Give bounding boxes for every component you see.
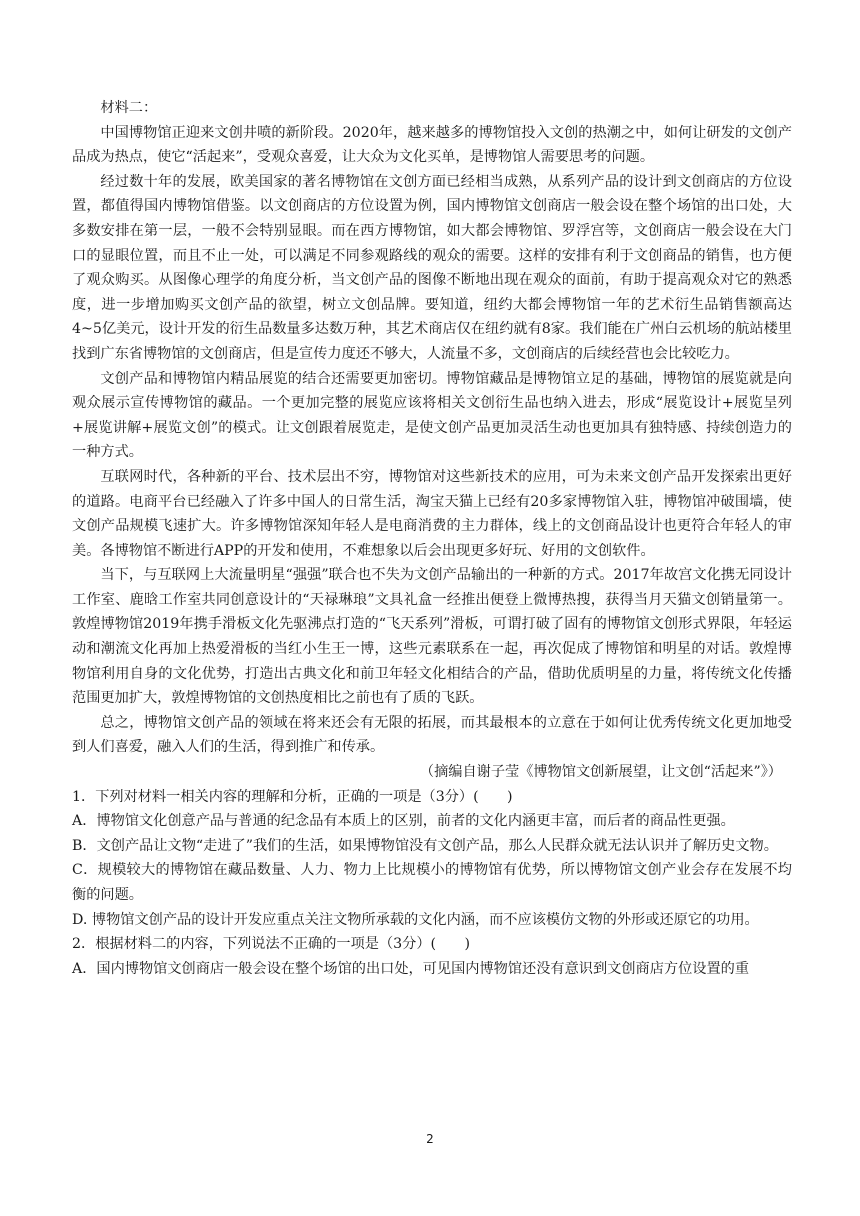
question-1-option-d: D. 博物馆文创产品的设计开发应重点关注文物所承载的文化内涵，而不应该模仿文物的外形或还原它的功用。 bbox=[72, 911, 759, 928]
paragraph-4: 互联网时代，各种新的平台、技术层出不穷，博物馆对这些新技术的应用，可为未来文创产品开发探索出更好的道路。电商平台已经融入了许多中国人的日常生活，淘宝天猫上已经有20多家博物馆入驻，博物馆冲破围墙，使文创产品规模飞速扩大。许多博物馆深知年轻人是电商消费的主力群体，线上的文创商品设计也更符合年轻人的审美。各博物馆不断进行APP的开发和使用，不难想象以后会出现更多好玩、好用的文创软件。 bbox=[72, 468, 792, 559]
paragraph-6: 总之，博物馆文创产品的领域在将来还会有无限的拓展，而其最根本的立意在于如何让优秀传统文化更加地受到人们喜爱，融入人们的生活，得到推广和传承。 bbox=[72, 714, 792, 756]
section-label: 材料二： bbox=[100, 100, 158, 116]
paragraph-1: 中国博物馆正迎来文创井喷的新阶段。2020年，越来越多的博物馆投入文创的热潮之中，如何让研发的文创产品成为热点，使它“活起来”，受观众喜爱，让大众为文化买单，是博物馆人需要思考的问题。 bbox=[72, 124, 792, 166]
paragraph-3: 文创产品和博物馆内精品展览的结合还需要更加密切。博物馆藏品是博物馆立足的基础，博物馆的展览就是向观众展示宣传博物馆的藏品。一个更加完整的展览应该将相关文创衍生品也纳入进去，形成“展览设计+展览呈列+展览讲解+展览文创”的模式。让文创跟着展览走，是使文创产品更加灵活生动也更加具有独特感、持续创造力的一种方式。 bbox=[72, 370, 792, 461]
question-2-stem: 2．根据材料二的内容，下列说法不正确的一项是（3分）( ) bbox=[72, 936, 471, 953]
source-citation: （摘编自谢子莹《博物馆文创新展望，让文创“活起来”》） bbox=[419, 764, 782, 781]
document-body bbox=[72, 96, 792, 981]
paragraph-5: 当下，与互联网上大流量明星“强强”联合也不失为文创产品输出的一种新的方式。2017年故宫文化携无同设计工作室、鹿晗工作室共同创意设计的“天禄琳琅”文具礼盒一经推出便登上微博热搜，获得当月天猫文创销量第一。敦煌博物馆2019年携手滑板文化先驱沸点打造的“飞天系列”滑板，可谓打破了固有的博物馆文创形式界限，年轻运动和潮流文化再加上热爱滑板的当红小生王一博，这些元素联系在一起，再次促成了博物馆和明星的对话。敦煌博物馆利用自身的文化优势，打造出古典文化和前卫年轻文化相结合的产品，借助优质明星的力量，将传统文化传播范围更加扩大，敦煌博物馆的文创热度相比之前也有了质的飞跃。 bbox=[72, 567, 792, 707]
page-number: 2 bbox=[426, 1132, 434, 1146]
paragraph-2: 经过数十年的发展，欧美国家的著名博物馆在文创方面已经相当成熟，从系列产品的设计到文创商店的方位设置，都值得国内博物馆借鉴。以文创商店的方位设置为例，国内博物馆文创商店一般会设在整个场馆的出口处，大多数安排在第一层，一般不会特别显眼。而在西方博物馆，如大都会博物馆、罗浮宫等，文创商店一般会设在大门口的显眼位置，而且不止一处，可以满足不同参观路线的观众的需要。这样的安排有利于文创商品的销售，也方便了观众购买。从图像心理学的角度分析，当文创产品的图像不断地出现在观众的面前，有助于提高观众对它的熟悉度，进一步增加购买文创产品的欲望，树立文创品牌。要知道，纽约大都会博物馆一年的艺术衍生品销售额高达4~5亿美元，设计开发的衍生品数量多达数万种，其艺术商店仅在纽约就有8家。我们能在广州白云机场的航站楼里找到广东省博物馆的文创商店，但是宣传力度还不够大，人流量不多，文创商店的后续经营也会比较吃力。 bbox=[72, 173, 792, 362]
question-1-option-a: A．博物馆文化创意产品与普通的纪念品有本质上的区别，前者的文化内涵更丰富，而后者的商品性更强。 bbox=[72, 813, 735, 830]
question-1-option-c: C．规模较大的博物馆在藏品数量、人力、物力上比规模小的博物馆有优势，所以博物馆文创产业会存在发展不均衡的问题。 bbox=[72, 862, 792, 903]
question-1-stem: 1．下列对材料一相关内容的理解和分析，正确的一项是（3分）( ) bbox=[72, 788, 513, 805]
question-2-option-a: A．国内博物馆文创商店一般会设在整个场馆的出口处，可见国内博物馆还没有意识到文创商店方位设置的重 bbox=[72, 960, 750, 977]
question-1-option-b: B．文创产品让文物“走进了”我们的生活，如果博物馆没有文创产品，那么人民群众就无法认识并了解历史文物。 bbox=[72, 837, 778, 854]
